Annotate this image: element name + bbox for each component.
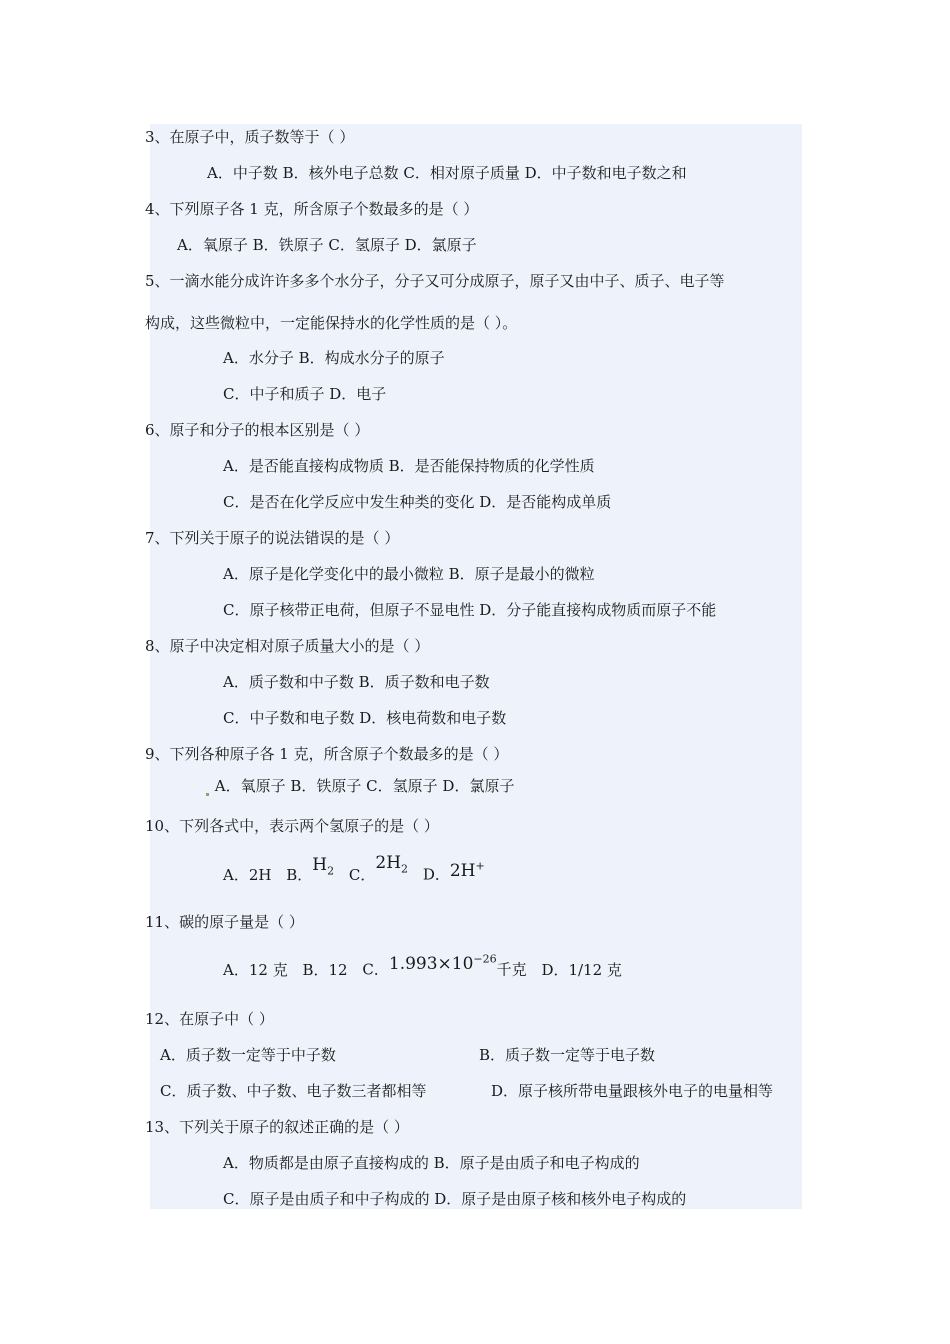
question-4-options: A．氧原子 B．铁原子 C．氢原子 D．氯原子	[177, 236, 477, 254]
question-10-options	[223, 852, 495, 899]
question-8-options: A．质子数和中子数 B．质子数和电子数	[223, 673, 490, 691]
option-b-label: B．	[286, 865, 313, 884]
formula-h2	[312, 854, 335, 878]
formula-2h2-symbol: 2H	[375, 852, 402, 873]
option-c	[348, 852, 409, 899]
question-9-options: A．氧原子 B．铁原子 C．氢原子 D．氯原子	[214, 777, 515, 795]
mass-unit: 千克	[496, 960, 527, 979]
question-5-stem: 5、一滴水能分成许许多多个水分子，分子又可分成原子，原子又由中子、质子、电子等	[145, 272, 725, 290]
question-3-stem: 3、在原子中，质子数等于（ ）	[145, 128, 355, 146]
option-d-label: D．	[422, 865, 450, 884]
option-b: B．12	[302, 960, 348, 979]
mass-exponent: −26	[473, 952, 497, 965]
question-7-stem: 7、下列关于原子的说法错误的是（ ）	[145, 529, 400, 547]
formula-2h-plus	[450, 861, 485, 881]
question-13-options: A．物质都是由原子直接构成的 B．原子是由质子和电子构成的	[223, 1154, 640, 1172]
question-7-options: A．原子是化学变化中的最小微粒 B．原子是最小的微粒	[223, 565, 595, 583]
option-d: D．1/12 克	[541, 960, 622, 979]
question-10-stem: 10、下列各式中，表示两个氢原子的是（ ）	[145, 817, 439, 835]
question-5-options: A．水分子 B．构成水分子的原子	[223, 349, 445, 367]
question-13-options-2: C．原子是由质子和中子构成的 D．原子是由原子核和核外电子构成的	[223, 1190, 687, 1208]
question-4-stem: 4、下列原子各 1 克，所含原子个数最多的是（ ）	[145, 200, 479, 218]
question-12-option-a: A．质子数一定等于中子数	[160, 1046, 336, 1064]
option-a: A．12 克	[223, 960, 288, 979]
question-5-stem-continued: 构成，这些微粒中，一定能保持水的化学性质的是（ ）。	[145, 314, 518, 332]
question-8-stem: 8、原子中决定相对原子质量大小的是（ ）	[145, 637, 430, 655]
question-6-stem: 6、原子和分子的根本区别是（ ）	[145, 421, 370, 439]
ink-speck	[206, 793, 209, 796]
question-3-options: A．中子数 B．核外电子总数 C．相对原子质量 D．中子数和电子数之和	[207, 164, 687, 182]
question-8-options-2: C．中子数和电子数 D．核电荷数和电子数	[223, 709, 507, 727]
question-6-options: A．是否能直接构成物质 B．是否能保持物质的化学性质	[223, 457, 595, 475]
question-11-options	[223, 952, 632, 983]
option-c-label: C．	[348, 865, 376, 884]
question-12-option-c: C．质子数、中子数、电子数三者都相等	[160, 1082, 427, 1100]
formula-h2-symbol: H	[312, 854, 328, 875]
option-a: A．2H	[223, 865, 272, 884]
question-13-stem: 13、下列关于原子的叙述正确的是（ ）	[145, 1118, 409, 1136]
question-12-stem: 12、在原子中（ ）	[145, 1010, 274, 1028]
formula-2h2-subscript: 2	[401, 862, 409, 876]
formula-h2-subscript: 2	[327, 864, 335, 878]
option-c	[362, 952, 526, 983]
formula-2h-plus-superscript: +	[475, 859, 485, 872]
formula-2h-plus-symbol: 2H	[449, 860, 476, 881]
question-5-options-2: C．中子和质子 D．电子	[223, 385, 387, 403]
option-d	[423, 852, 485, 893]
formula-2h2	[375, 852, 409, 876]
question-9-stem: 9、下列各种原子各 1 克，所含原子个数最多的是（ ）	[145, 745, 509, 763]
question-12-option-b: B．质子数一定等于电子数	[479, 1046, 656, 1064]
question-11-stem: 11、碳的原子量是（ ）	[145, 913, 304, 931]
formula-mass-value	[389, 954, 497, 974]
option-b	[286, 854, 335, 899]
question-12-option-d: D．原子核所带电量跟核外电子的电量相等	[491, 1082, 774, 1100]
question-9-options-row	[205, 776, 514, 796]
option-c-label: C．	[362, 960, 389, 979]
question-6-options-2: C．是否在化学反应中发生种类的变化 D．是否能构成单质	[223, 493, 612, 511]
mass-mantissa: 1.993×10	[388, 953, 474, 974]
question-7-options-2: C．原子核带正电荷，但原子不显电性 D．分子能直接构成物质而原子不能	[223, 601, 717, 619]
